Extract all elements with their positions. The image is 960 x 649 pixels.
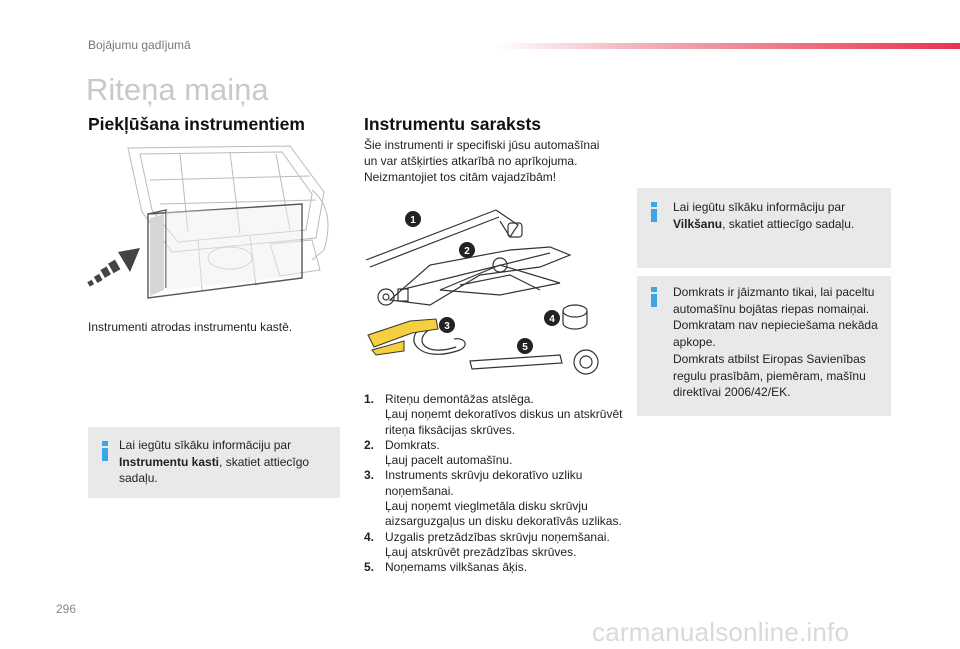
towing-link-text: Vilkšanu (673, 216, 723, 231)
seat-toolbox-illustration (80, 140, 340, 300)
callout-2: 2 (464, 246, 470, 257)
watermark: carmanualsonline.info (592, 617, 850, 647)
info-box-jack (637, 276, 891, 416)
toolbox-link-text: Instrumentu kasti (119, 454, 220, 469)
callout-3: 3 (444, 321, 450, 332)
list-item: 4. Uzgalis pretzādzības skrūvju noņemšanai. Ļauj atskrūvēt prezādzības skrūves. (364, 529, 610, 559)
list-item: 5. Noņemams vilkšanas āķis. (364, 560, 528, 575)
info-towing-text: Lai iegūtu sīkāku informāciju par Vilkšanu, skatiet attiecīgo sadaļu. (673, 200, 855, 231)
info-toolbox-text: Lai iegūtu sīkāku informāciju par Instrumentu kasti, skatiet attiecīgo sadaļu. (119, 438, 310, 485)
page-title: Riteņa maiņa (86, 72, 269, 107)
toolbox-caption: Instrumenti atrodas instrumentu kastē. (88, 320, 293, 334)
jack-regulation-text: Domkrats atbilst Eiropas Savienības regulu prasībām, piemēram, mašīnu direktīvai 2006/42/EK. (673, 352, 866, 399)
callout-4: 4 (549, 314, 555, 325)
list-item: 1. Riteņu demontāžas atslēga. Ļauj noņemt dekoratīvos diskus un atskrūvēt riteņa fiksācijas skrūves. (364, 392, 623, 437)
page-number: 296 (56, 602, 77, 616)
info-box-towing (637, 188, 891, 268)
list-item: 3. Instruments skrūvju dekoratīvo uzliku noņemšanai. Ļauj noņemt vieglmetāla disku skrūvju aizsarguzgaļus un disku dekoratīvās uzlikas. (364, 468, 622, 529)
jack-usage-text: Domkrats ir jāizmanto tikai, lai paceltu automašīnu bojātas riepas nomaiņai. Domkratam nav nepieciešama nekāda apkope. (673, 285, 878, 349)
callout-1: 1 (410, 215, 416, 226)
header-accent-bar (495, 43, 960, 49)
section-header: Bojājumu gadījumā (88, 38, 191, 52)
left-heading: Piekļūšana instrumentiem (88, 114, 305, 134)
info-box-toolbox (88, 427, 340, 498)
list-item: 2. Domkrats. Ļauj pacelt automašīnu. (364, 437, 513, 468)
callout-5: 5 (522, 342, 528, 353)
tools-illustration (360, 205, 620, 385)
tool-intro: Šie instrumenti ir specifiski jūsu automašīnai un var atšķirties atkarībā no aprīkojuma. Neizmantojiet tos citām vajadzībām! (364, 138, 600, 184)
tool-list (364, 392, 624, 576)
middle-heading: Instrumentu saraksts (364, 114, 542, 134)
